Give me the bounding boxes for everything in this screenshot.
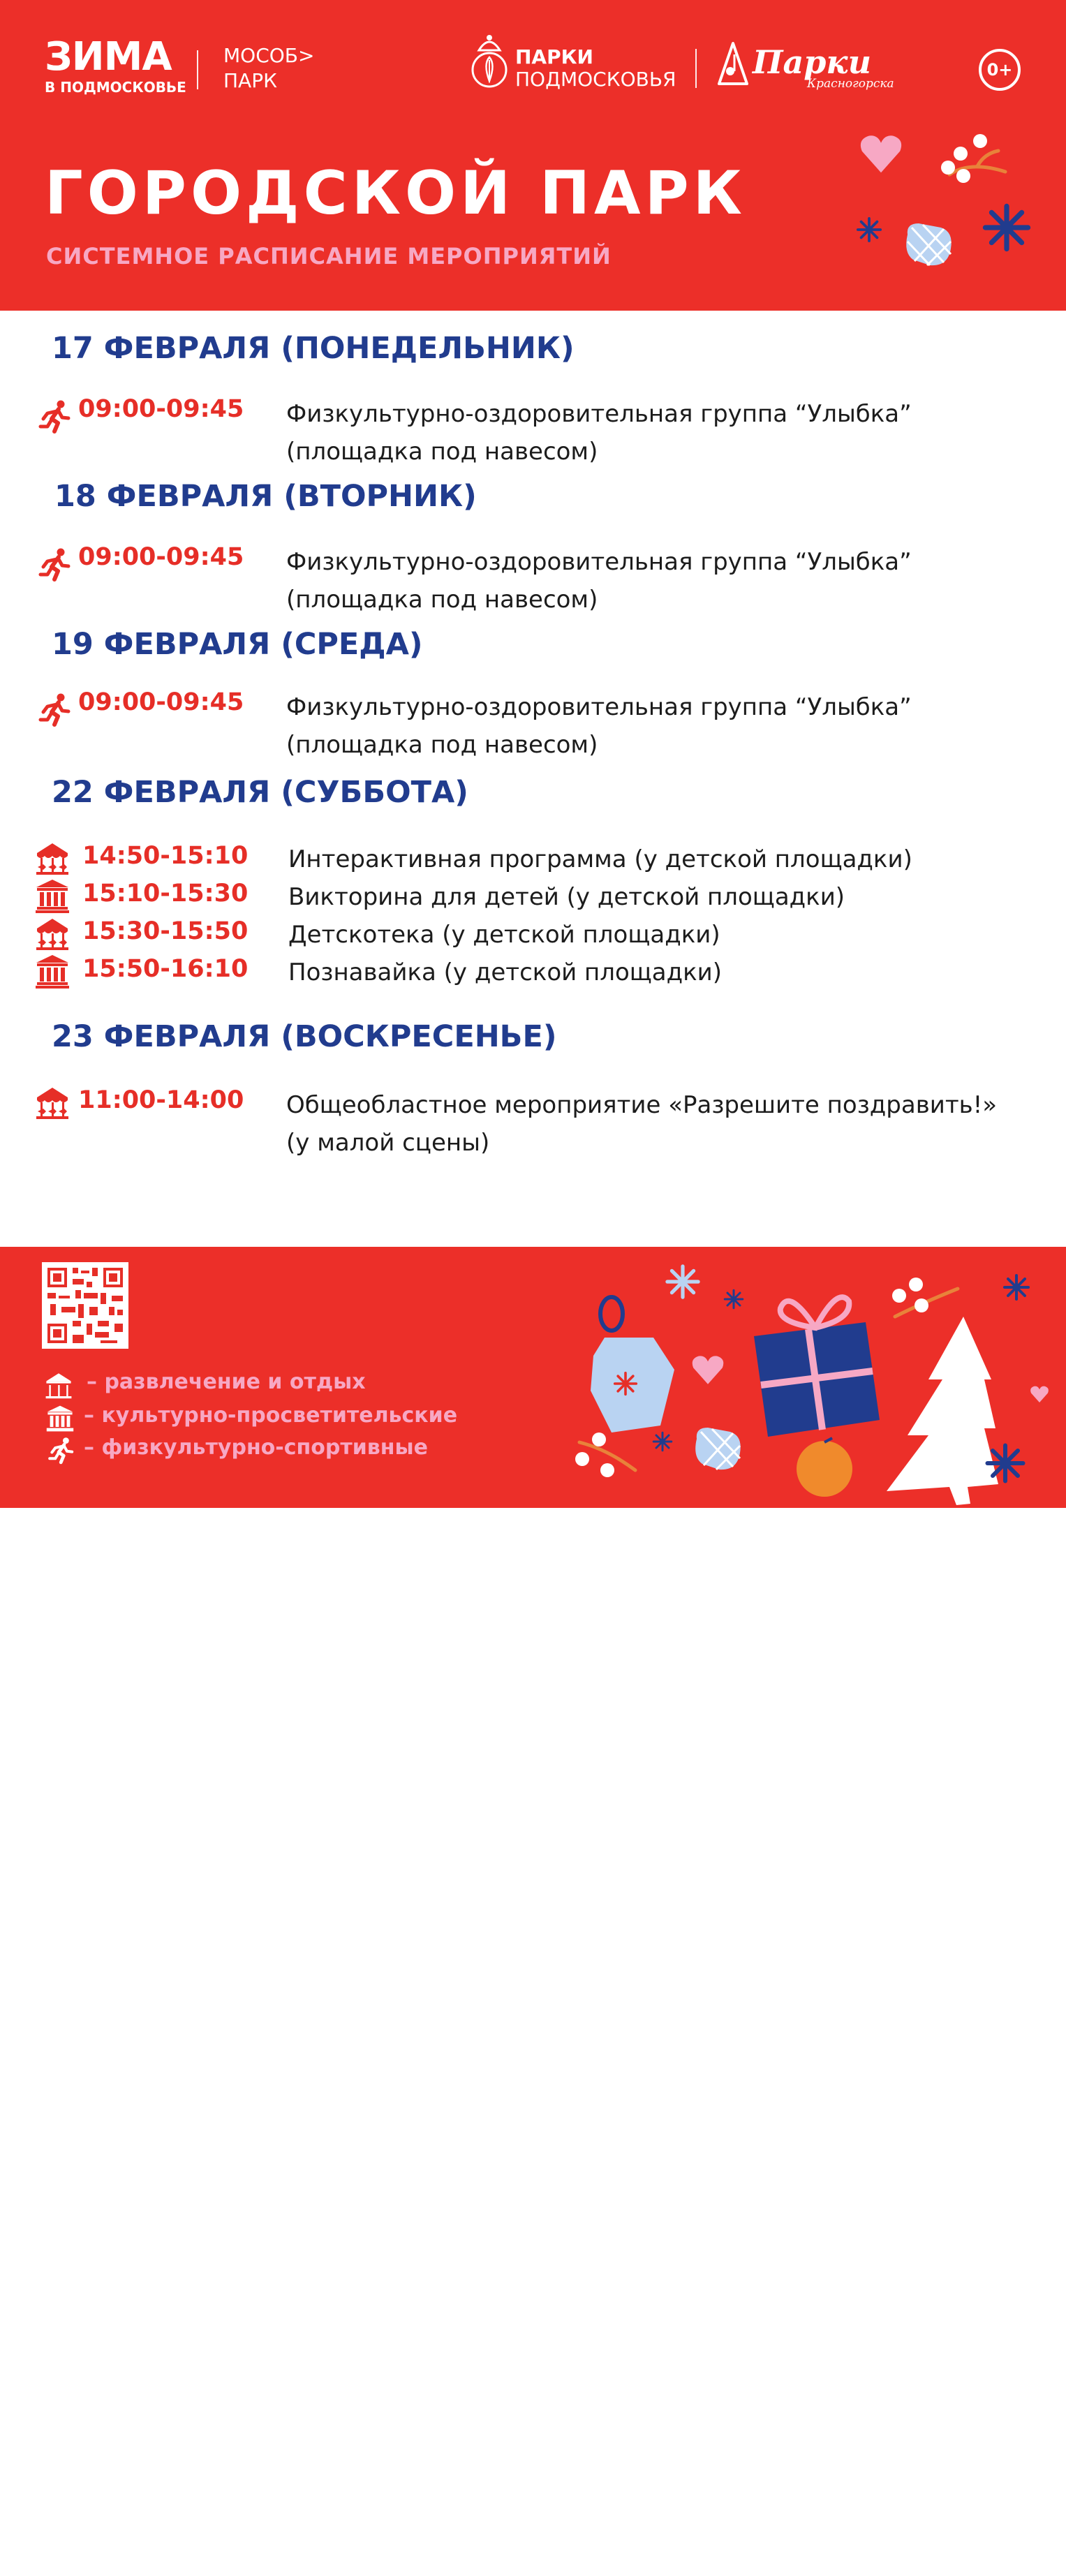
day-heading: 23 ФЕВРАЛЯ (ВОСКРЕСЕНЬЕ) <box>52 1019 557 1054</box>
carousel-icon <box>35 841 70 875</box>
mosobpark-logo <box>223 43 314 94</box>
event-description-line: Физкультурно-оздоровительная группа “Улыбка” <box>286 693 912 721</box>
runner-icon <box>38 693 73 727</box>
mosobpark-logo-line1: МОСОБ> <box>223 44 315 67</box>
event-description-line: Физкультурно-оздоровительная группа “Улыбка” <box>286 548 912 576</box>
event-time: 09:00-09:45 <box>78 543 244 571</box>
heart-decor-icon <box>857 130 905 177</box>
berry-branch-decor-icon <box>572 1428 642 1484</box>
logo-divider <box>197 50 198 89</box>
header-banner <box>0 0 1066 311</box>
parki-logo-line2: ПОДМОСКОВЬЯ <box>515 68 676 91</box>
museum-icon <box>35 878 70 913</box>
event-time: 14:50-15:10 <box>82 842 249 870</box>
snowflake-decor-icon <box>982 202 1032 253</box>
berry-branch-decor-icon <box>935 133 1012 188</box>
event-description-line: (площадка под навесом) <box>286 731 598 759</box>
event-description-line: (площадка под навесом) <box>286 586 598 614</box>
legend-text: – развлечение и отдых <box>87 1370 366 1394</box>
age-rating-badge: 0+ <box>979 49 1021 91</box>
event-time: 15:10-15:30 <box>82 880 249 908</box>
event-time: 15:50-16:10 <box>82 955 249 983</box>
telegram-caption[interactable] <box>147 2526 310 2576</box>
carousel-icon <box>35 916 70 951</box>
snowflake-decor-icon <box>1002 1273 1030 1301</box>
christmas-tree-decor-icon <box>887 1317 998 1505</box>
event-time: 11:00-14:00 <box>78 1086 244 1114</box>
zima-logo-title: ЗИМА <box>45 34 172 80</box>
heart-decor-icon <box>1029 1384 1050 1405</box>
day-heading: 19 ФЕВРАЛЯ (СРЕДА) <box>52 627 423 662</box>
day-heading: 17 ФЕВРАЛЯ (ПОНЕДЕЛЬНИК) <box>52 331 575 366</box>
event-time: 09:00-09:45 <box>78 395 244 423</box>
parki-logo-line1: ПАРКИ <box>515 45 593 68</box>
event-description-line: Физкультурно-оздоровительная группа “Улыбка” <box>286 400 912 428</box>
snowflake-decor-icon <box>652 1431 673 1452</box>
event-description-line: Викторина для детей (у детской площадки) <box>288 883 845 911</box>
runner-icon <box>47 1437 75 1465</box>
tree-note-icon <box>713 40 753 89</box>
day-heading: 18 ФЕВРАЛЯ (ВТОРНИК) <box>54 479 477 514</box>
telegram-caption-line1: Подробности в <box>147 2527 295 2549</box>
legend-text: – физкультурно-спортивные <box>84 1435 428 1460</box>
page-title: ГОРОДСКОЙ ПАРК <box>45 158 746 228</box>
event-description-line: Общеобластное мероприятие «Разрешите поздравить!» <box>286 1091 998 1119</box>
event-description-line: Познавайка (у детской площадки) <box>288 958 723 986</box>
snowflake-decor-icon <box>856 216 882 243</box>
leaf-emblem-icon <box>469 35 510 89</box>
runner-icon <box>38 399 73 434</box>
heart-decor-icon <box>690 1352 726 1388</box>
parki-krasnogorska-title: Парки <box>753 43 872 81</box>
event-time: 09:00-09:45 <box>78 688 244 716</box>
page-subtitle: СИСТЕМНОЕ РАСПИСАНИЕ МЕРОПРИЯТИЙ <box>46 243 612 269</box>
mosobpark-logo-line2: ПАРК <box>223 69 277 92</box>
footer-banner <box>0 1247 1066 2574</box>
event-description-line: Интерактивная программа (у детской площадки) <box>288 845 912 873</box>
snowflake-decor-icon <box>984 1442 1026 1484</box>
logo-divider <box>695 49 697 88</box>
telegram-caption-line2: Telegram-канале <box>147 2552 311 2574</box>
zima-logo <box>45 34 186 96</box>
parki-krasnogorska-subtitle: Красногорска <box>807 77 894 91</box>
event-time: 15:30-15:50 <box>82 917 249 945</box>
parki-krasnogorska-logo <box>713 40 894 92</box>
snowflake-decor-icon <box>723 1289 744 1310</box>
mitten-decor-icon <box>902 221 958 269</box>
day-heading: 22 ФЕВРАЛЯ (СУББОТА) <box>52 775 468 810</box>
museum-icon <box>35 954 70 989</box>
zima-logo-subtitle: В ПОДМОСКОВЬЕ <box>45 79 186 96</box>
runner-icon <box>38 547 73 582</box>
museum-icon <box>46 1405 74 1433</box>
parki-podmoskovya-logo <box>469 35 676 92</box>
gift-box-decor-icon <box>747 1280 887 1441</box>
event-description-line: Детскотека (у детской площадки) <box>288 921 720 949</box>
tangerine-decor-icon <box>793 1435 856 1498</box>
mitten-decor-icon <box>691 1424 747 1474</box>
event-description-line: (площадка под навесом) <box>286 438 598 466</box>
carousel-icon <box>45 1371 73 1399</box>
event-description-line: (у малой сцены) <box>286 1129 490 1157</box>
qr-code[interactable] <box>42 1262 128 1349</box>
legend-text: – культурно-просветительские <box>84 1403 458 1428</box>
carousel-icon <box>35 1085 70 1120</box>
